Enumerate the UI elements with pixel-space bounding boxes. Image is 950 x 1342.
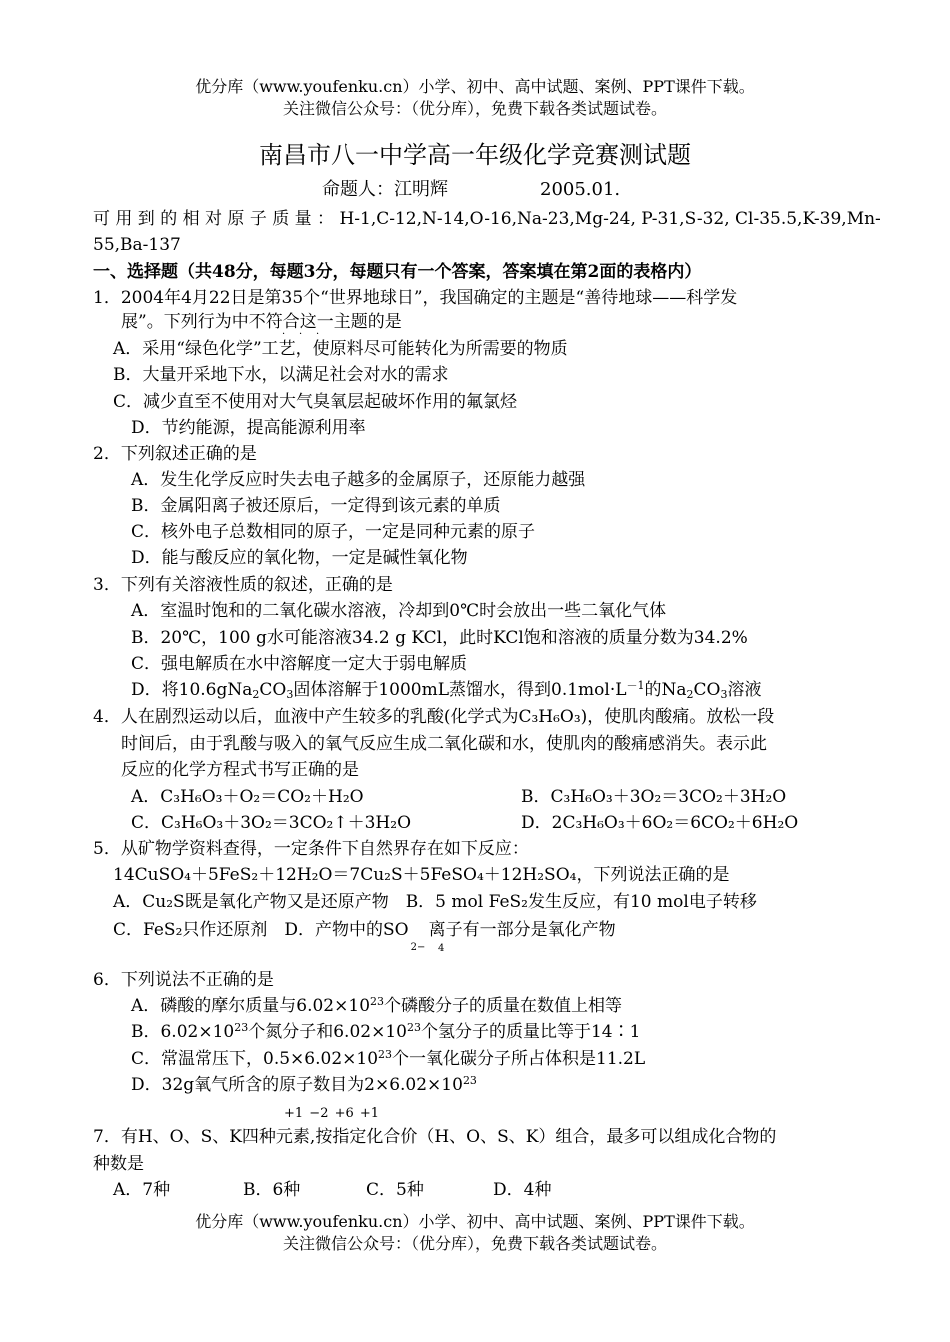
q6-option-d: D．32g氧气所含的原子数目为$2\times 6.02\times 10^{23}$ [131,1074,477,1095]
q4-option-d: D．2C₃H₆O₃＋6O₂＝6CO₂＋6H₂O [521,813,799,833]
q6-option-c: C．常温常压下，$0.5\times 6.02\times 10^{23}$个一氧化碳分子所占体积是11.2L [131,1048,646,1069]
footer-line-1: 优分库（www.youfenku.cn）小学、初中、高中试题、案例、PPT课件下载。 [195,1212,755,1231]
header-line-1: 优分库（www.youfenku.cn）小学、初中、高中试题、案例、PPT课件下载。 [195,77,755,96]
q6-option-a: A．磷酸的摩尔质量与$6.02\times 10^{23}$个磷酸分子的质量在数值上相等 [131,995,623,1016]
q1-option-b: B．大量开采地下水，以满足社会对水的需求 [113,365,449,385]
q2-option-c: C．核外电子总数相同的原子，一定是同种元素的原子 [131,522,536,542]
q7-option-d: D．4种 [493,1180,552,1200]
q6-stem: 6．下列说法不正确的是 [93,970,274,990]
q4-option-b: B．C₃H₆O₃＋3O₂＝3CO₂＋3H₂O [521,787,787,807]
q3-option-d: D．将$10.6gNa_2CO_3$固体溶解于1000mL蒸馏水，得到$0.1mol\cdot L^{-1}$的$Na_2CO_3$溶液 [131,679,762,701]
q1-option-c: C．减少直至不使用对大气臭氧层起破坏作用的氟氯烃 [113,392,518,412]
q7-option-a: A．7种 [113,1180,171,1200]
q1-stem-line-1: 1．2004年4月22日是第35个“世界地球日”，我国确定的主题是“善待地球——科学发 [93,288,738,308]
q1-stem-line-2: 展”。下列行为中不符合这一主题的是 [121,312,402,332]
q2-option-b: B．金属阳离子被还原后，一定得到该元素的单质 [131,496,501,516]
q2-stem: 2．下列叙述正确的是 [93,444,257,464]
sulfate-subscript: 4 [438,943,445,954]
q3-option-b: B．20℃，100 g水可能溶液34.2 g KCl，此时KCl饱和溶液的质量分数为34.2% [131,628,748,648]
header-line-2: 关注微信公众号：（优分库），免费下载各类试题试卷。 [282,99,667,118]
emphasis-dot: · [316,329,320,340]
q6-option-b: B．$6.02\times 10^{23}$个氮分子和$6.02\times 10^{23}$个氢分子的质量比等于14∶1 [131,1021,641,1042]
q7-option-b: B．6种 [243,1180,301,1200]
q4-option-c: C．C₃H₆O₃＋3O₂＝3CO₂↑＋3H₂O [131,813,412,833]
q2-option-a: A．发生化学反应时失去电子越多的金属原子，还原能力越强 [131,470,586,490]
q4-stem-line-2: 时间后，由于乳酸与吸入的氧气反应生成二氧化碳和水，使肌肉的酸痛感消失。表示此 [121,734,767,754]
q1-option-d: D．节约能源，提高能源利用率 [131,418,366,438]
atomic-masses-line-1: 可 用 到 的 相 对 原 子 质 量 ： H-1,C-12,N-14,O-16,Na-23,Mg-24, P-31,S-32, Cl-35.5,K-39,Mn- [93,209,881,229]
q7-valences: +1 −2 +6 +1 [284,1106,380,1121]
footer-line-2: 关注微信公众号：（优分库），免费下载各类试题试卷。 [282,1234,667,1253]
q3-stem: 3．下列有关溶液性质的叙述，正确的是 [93,575,393,595]
section-heading: 一、选择题（共48分，每题3分，每题只有一个答案，答案填在第2面的表格内） [93,262,702,282]
q7-stem-line-2: 种数是 [93,1154,144,1174]
q5-equation: 14CuSO₄＋5FeS₂＋12H₂O＝7Cu₂S＋5FeSO₄＋12H₂SO₄，下列说法正确的是 [113,865,730,885]
q7-stem-line-1: 7．有H、O、S、K四种元素,按指定化合价（H、O、S、K）组合，最多可以组成化合物的 [93,1127,777,1147]
q4-stem-line-3: 反应的化学方程式书写正确的是 [121,760,359,780]
q2-option-d: D．能与酸反应的氧化物，一定是碱性氧化物 [131,548,468,568]
author: 命题人：江明辉 [322,179,448,200]
atomic-masses-line-2: 55,Ba-137 [93,235,181,255]
q3-option-a: A．室温时饱和的二氧化碳水溶液，冷却到0℃时会放出一些二氧化气体 [131,601,667,621]
q5-options-cd: C．FeS₂只作还原剂 D．产物中的SO 2− 离子有一部分是氧化产物 [113,920,616,953]
q5-options-ab: A．Cu₂S既是氧化产物又是还原产物 B．5 mol FeS₂发生反应，有10 mol电子转移 [113,892,757,912]
q3-option-c: C．强电解质在水中溶解度一定大于弱电解质 [131,654,468,674]
q5-stem: 5．从矿物学资料查得，一定条件下自然界存在如下反应： [93,839,529,859]
page-title: 南昌市八一中学高一年级化学竞赛测试题 [259,141,691,169]
emphasis-dot: · [299,329,303,340]
date: 2005.01. [540,179,621,200]
emphasis-dot: · [282,329,286,340]
q4-option-a: A．C₃H₆O₃＋O₂＝CO₂＋H₂O [131,787,364,807]
q1-option-a: A．采用“绿色化学”工艺，使原料尽可能转化为所需要的物质 [113,339,568,359]
q7-option-c: C．5种 [366,1180,424,1200]
q4-stem-line-1: 4．人在剧烈运动以后，血液中产生较多的乳酸(化学式为C₃H₆O₃)，使肌肉酸痛。放松一段 [93,707,775,727]
